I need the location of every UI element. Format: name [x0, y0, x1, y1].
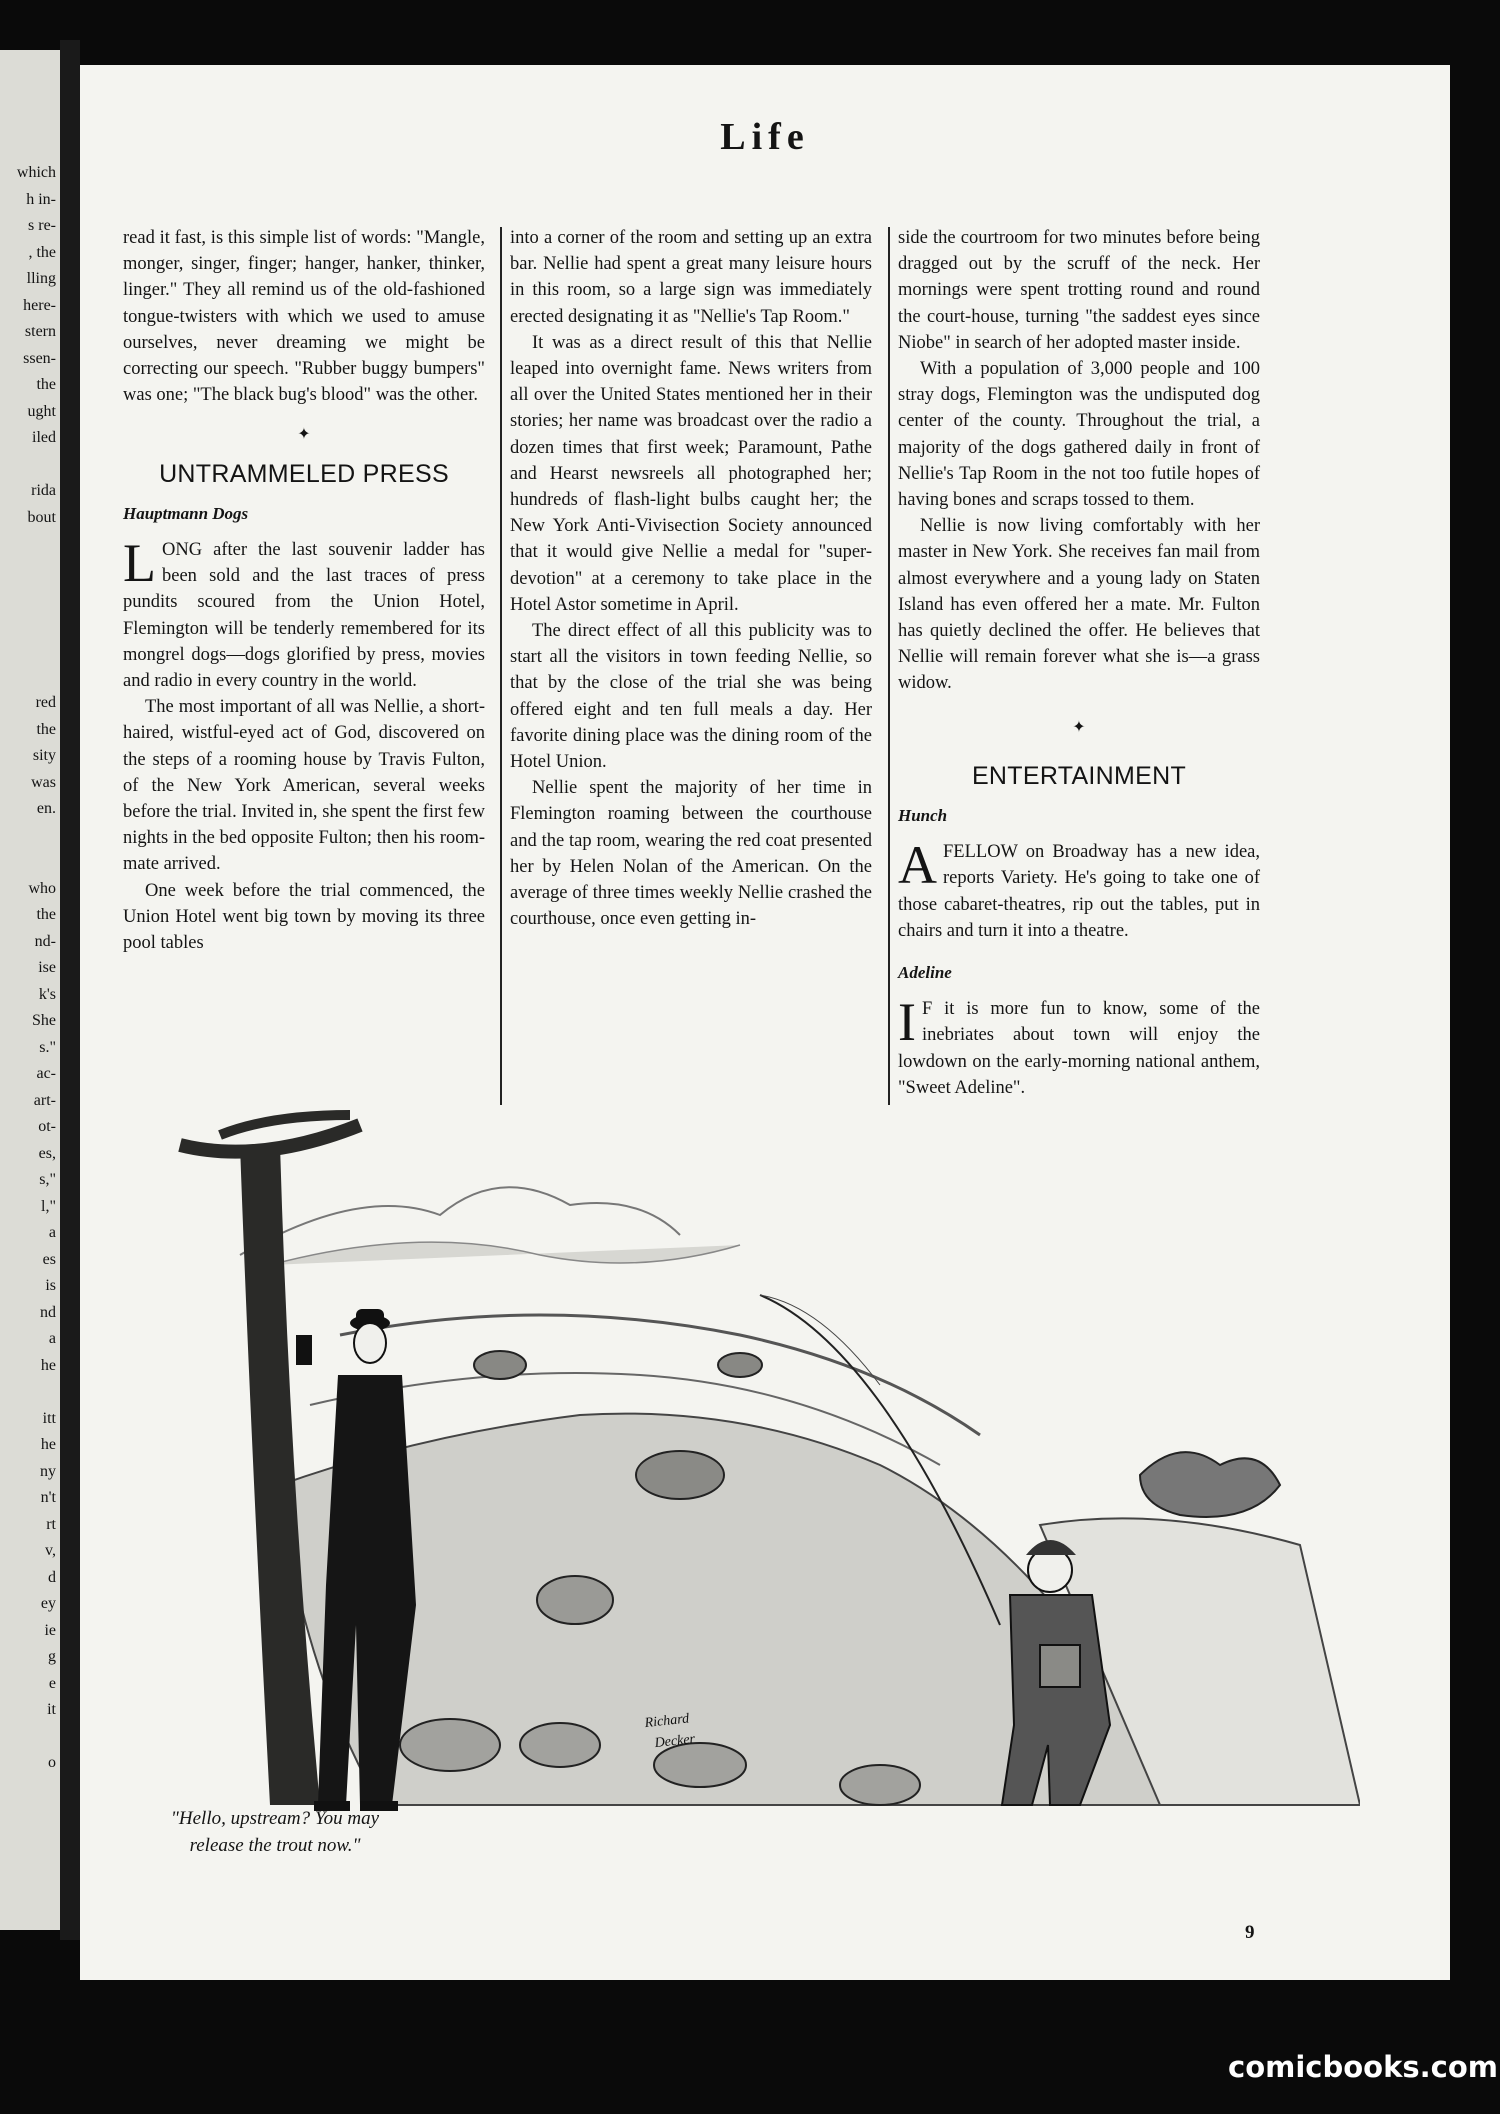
previous-page-fragment: g: [48, 1648, 56, 1665]
previous-page-fragment: here-: [23, 296, 56, 314]
previous-page-fragment: a: [44, 1224, 56, 1241]
signature-line-2: Decker: [653, 1731, 696, 1752]
body-paragraph: Nellie spent the majority of her time in Flemington roaming between the courthouse and the tap room, wearing the red coat presented her by Helen Nolan of the American. On the average of three times weekly Nellie crashed the courthouse, once even getting in-: [510, 778, 872, 930]
previous-page-fragment: es,: [38, 1144, 56, 1162]
body-paragraph: The most important of all was Nellie, a short-haired, wistful-eyed act of God, discovered on the steps of a rooming house by Travis Fulton, of the New York American, several weeks before the trial. Invited in, she spent the first few nights in the bed opposite Fulton; then his room-mate arrived.: [123, 697, 485, 875]
lead-paragraph-text: ONG after the last souvenir ladder has been sold and the last traces of press pundits scoured from the Union Hotel, Flemington will be tenderly remembered for its mongrel dogs—dogs glorified by press, movies and radio in every country in the world.: [123, 540, 485, 692]
previous-page-fragment: rida: [31, 482, 56, 499]
previous-page-fragment: s re-: [28, 217, 56, 234]
previous-page-fragment: the: [32, 376, 56, 393]
body-paragraph: With a population of 3,000 people and 100 stray dogs, Flemington was the undisputed dog center of the county. Throughout the trial, a majority of the dogs gathered daily in front of Nellie's Tap Room in the not too futile hopes of having bones and scraps tossed to them.: [898, 359, 1260, 511]
previous-page-fragment: who: [28, 879, 56, 897]
previous-page-fragment: the: [36, 906, 56, 923]
previous-page-fragment: he: [40, 1356, 56, 1374]
previous-page-fragment: it: [47, 1701, 56, 1718]
previous-page-fragment: , the: [28, 243, 56, 261]
previous-page-fragment: v,: [45, 1542, 56, 1559]
lead-paragraph: [123, 533, 485, 694]
body-paragraph: It was as a direct result of this that Nellie leaped into overnight fame. News writers from all over the United States mentioned her in their stories; her name was broadcast over the radio a dozen times that first week; Paramount, Pathe and Hearst newsreels all photographed her; hundreds of flash-light bulbs caught her; the New York Anti-Vivisection Society announced that it would give Nellie a medal for "super-devotion" at a ceremony to take place in the Hotel Astor sometime in April.: [510, 332, 872, 615]
body-paragraph: side the courtroom for two minutes before being dragged out by the scruff of the neck. Her mornings were spent trotting round and round the court-house, turning "the saddest eyes since Niobe" in search of her adopted master inside.: [898, 228, 1260, 353]
previous-page-fragment: nd-: [34, 932, 56, 950]
previous-page-fragment: ac-: [36, 1065, 56, 1082]
previous-page-fragment: ssen-: [23, 349, 56, 367]
adeline-paragraph: [898, 992, 1260, 1101]
caption-line: "Hello, upstream? You may: [170, 1808, 380, 1829]
previous-page-fragment: nd: [40, 1303, 56, 1321]
previous-page-fragment: k's: [38, 985, 56, 1003]
adeline-paragraph-text: F it is more fun to know, some of the inebriates about town will enjoy the lowdown on the early-morning national anthem, "Sweet Adeline".: [898, 999, 1260, 1098]
previous-page-fragment: en.: [36, 800, 56, 817]
previous-page-fragment: l,": [41, 1197, 56, 1215]
previous-page-fragment: he: [40, 1436, 56, 1453]
previous-page-fragment: the: [32, 720, 56, 738]
previous-page-fragment: sity: [32, 747, 56, 764]
previous-page-fragment: ot-: [38, 1118, 56, 1135]
previous-page-fragment: iled: [32, 429, 56, 446]
previous-page-fragment: ey: [40, 1595, 56, 1612]
column-2: [510, 225, 872, 932]
subheading: Hunch: [898, 806, 948, 826]
drop-cap: A: [898, 835, 937, 896]
previous-page-fragment: which: [16, 164, 56, 181]
previous-page-fragment: rt: [46, 1515, 56, 1533]
previous-page-fragment: e: [48, 1674, 56, 1692]
masthead: Life: [720, 116, 810, 158]
ornament-divider: ✦: [297, 426, 311, 444]
subheading: Adeline: [898, 963, 952, 983]
previous-page-fragment: bout: [27, 508, 56, 526]
body-paragraph: Nellie is now living comfortably with her master in New York. She receives fan mail from almost everywhere and a young lady on Staten Island has even offered her a mate. Mr. Fulton has quietly declined the offer. He believes that Nellie will remain forever what she is—a grass widow.: [898, 516, 1260, 694]
previous-page-fragment: h in-: [26, 190, 56, 208]
ornament-divider: ✦: [1072, 718, 1086, 736]
previous-page-fragment: o: [48, 1754, 56, 1771]
section-heading: ENTERTAINMENT: [971, 761, 1187, 790]
previous-page-fragment: ny: [40, 1462, 56, 1480]
previous-page-fragment: red: [35, 694, 56, 711]
column-1: [123, 225, 485, 956]
previous-page-fragment: ught: [27, 402, 56, 420]
previous-page-fragment: itt: [42, 1409, 56, 1427]
previous-page-fragment: s.": [39, 1038, 56, 1056]
previous-page-fragment: ie: [44, 1621, 56, 1639]
gutter-shadow: [60, 40, 80, 1940]
cartoon-caption: [140, 1805, 410, 1859]
section-heading: UNTRAMMELED PRESS: [159, 459, 449, 488]
magazine-page: [80, 65, 1450, 1980]
previous-page-fragment: d: [48, 1568, 56, 1586]
previous-page-fragment: was: [31, 773, 56, 791]
previous-page-fragment: art-: [33, 1091, 56, 1109]
previous-page-fragment: lling: [26, 270, 56, 287]
cartoon-illustration: [120, 1105, 1360, 1845]
previous-page-fragment: s,": [39, 1171, 56, 1188]
signature-line-1: Richard: [643, 1711, 690, 1732]
subheading: Hauptmann Dogs: [123, 503, 249, 523]
page-number: 9: [1245, 1922, 1255, 1943]
previous-page-fragment: ise: [38, 959, 56, 976]
body-paragraph: One week before the trial commenced, the Union Hotel went big town by moving its three pool tables: [123, 880, 485, 954]
caption-line: release the trout now.": [189, 1835, 361, 1856]
body-paragraph: into a corner of the room and setting up an extra bar. Nellie had spent a great many leisure hours in this room, so a large sign was immediately erected designating it as "Nellie's Tap Room.": [510, 228, 872, 327]
previous-page-fragment: She: [32, 1012, 56, 1029]
previous-page-fragment: a: [44, 1330, 56, 1347]
previous-page-fragment: is: [41, 1277, 56, 1294]
previous-page-fragment: n't: [40, 1489, 56, 1506]
intro-paragraph: read it fast, is this simple list of words: "Mangle, monger, singer, finger; hanger, hanker, thinker, linger." They all remind us of the old-fashioned tongue-twisters with which we used to amuse ourselves, never dreaming we might be correcting our speech. "Rubber buggy bumpers" was one; "The black bug's blood" was the other.: [123, 228, 485, 406]
column-rule: [500, 227, 502, 1132]
hunch-paragraph-text: FELLOW on Broadway has a new idea, reports Variety. He's going to take one of those cabaret-theatres, rip out the tables, put in chairs and turn it into a theatre.: [898, 842, 1260, 941]
previous-page-fragment: es: [42, 1250, 56, 1268]
drop-cap: L: [123, 533, 156, 594]
watermark: comicbooks.com: [1228, 2050, 1498, 2084]
body-paragraph: The direct effect of all this publicity was to start all the visitors in town feeding Nellie, so that by the close of the trial she was being offered eight and ten full meals a day. Her favorite dining place was the dining room of the Hotel Union.: [510, 621, 872, 773]
previous-page-edge: [0, 50, 60, 1930]
hunch-paragraph: [898, 835, 1260, 944]
previous-page-fragment: stern: [24, 323, 56, 340]
column-3: [898, 225, 1260, 1127]
drop-cap: I: [898, 992, 916, 1053]
